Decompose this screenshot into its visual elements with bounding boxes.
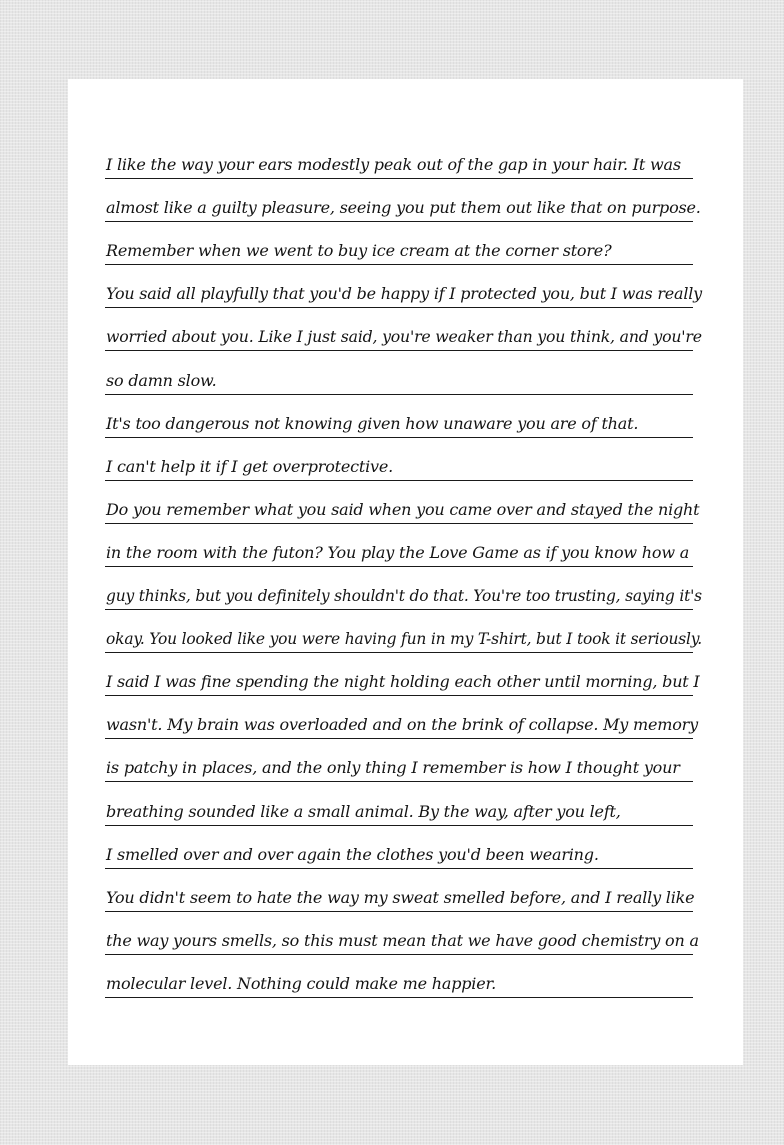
letter-line-text: Do you remember what you said when you came over and stayed the night	[106, 499, 700, 519]
letter-paper	[68, 79, 743, 1065]
letter-line-text: is patchy in places, and the only thing I remember is how I thought your	[106, 758, 680, 778]
letter-line-text: Remember when we went to buy ice cream at the corner store?	[106, 241, 612, 261]
letter-line	[105, 739, 693, 782]
letter-line-text: I smelled over and over again the clothes you'd been wearing.	[106, 844, 599, 864]
letter-line	[105, 136, 693, 179]
letter-line-text: in the room with the futon? You play the Love Game as if you know how a	[106, 542, 690, 562]
letter-line-text: almost like a guilty pleasure, seeing you put them out like that on purpose.	[106, 198, 701, 218]
letter-line	[105, 782, 693, 825]
letter-line	[105, 653, 700, 696]
letter-line-text: breathing sounded like a small animal. By the way, after you left,	[106, 801, 621, 821]
letter-line	[105, 481, 700, 524]
letter-lines	[105, 136, 702, 998]
letter-line-text: You said all playfully that you'd be happy if I protected you, but I was really	[106, 284, 702, 304]
letter-line	[105, 438, 693, 481]
letter-line	[105, 567, 702, 610]
letter-line-text: I said I was fine spending the night holding each other until morning, but I	[106, 672, 700, 692]
letter-line-text: You didn't seem to hate the way my sweat smelled before, and I really like	[106, 887, 695, 907]
letter-line	[105, 222, 693, 265]
letter-line	[105, 912, 699, 955]
letter-line	[105, 308, 702, 351]
letter-line-text: okay. You looked like you were having fun in my T-shirt, but I took it seriously.	[106, 629, 702, 649]
letter-line	[105, 610, 702, 653]
letter-line	[105, 179, 701, 222]
letter-line-text: I like the way your ears modestly peak out of the gap in your hair. It was	[106, 155, 681, 175]
letter-line-text: guy thinks, but you definitely shouldn't do that. You're too trusting, saying it's	[106, 586, 702, 606]
letter-line	[105, 696, 698, 739]
letter-line	[105, 826, 693, 869]
letter-line-text: wasn't. My brain was overloaded and on the brink of collapse. My memory	[106, 715, 698, 735]
letter-line-text: I can't help it if I get overprotective.	[106, 456, 394, 476]
letter-line	[105, 265, 702, 308]
letter-line-text: the way yours smells, so this must mean that we have good chemistry on a	[106, 930, 699, 950]
letter-line	[105, 955, 693, 998]
letter-line	[105, 524, 693, 567]
letter-line-text: It's too dangerous not knowing given how unaware you are of that.	[106, 413, 639, 433]
letter-line	[105, 869, 693, 912]
letter-line-text: worried about you. Like I just said, you're weaker than you think, and you're	[106, 327, 702, 347]
letter-line-text: so damn slow.	[106, 370, 217, 390]
letter-line-text: molecular level. Nothing could make me happier.	[106, 973, 497, 993]
letter-line	[105, 351, 693, 394]
letter-line	[105, 395, 693, 438]
